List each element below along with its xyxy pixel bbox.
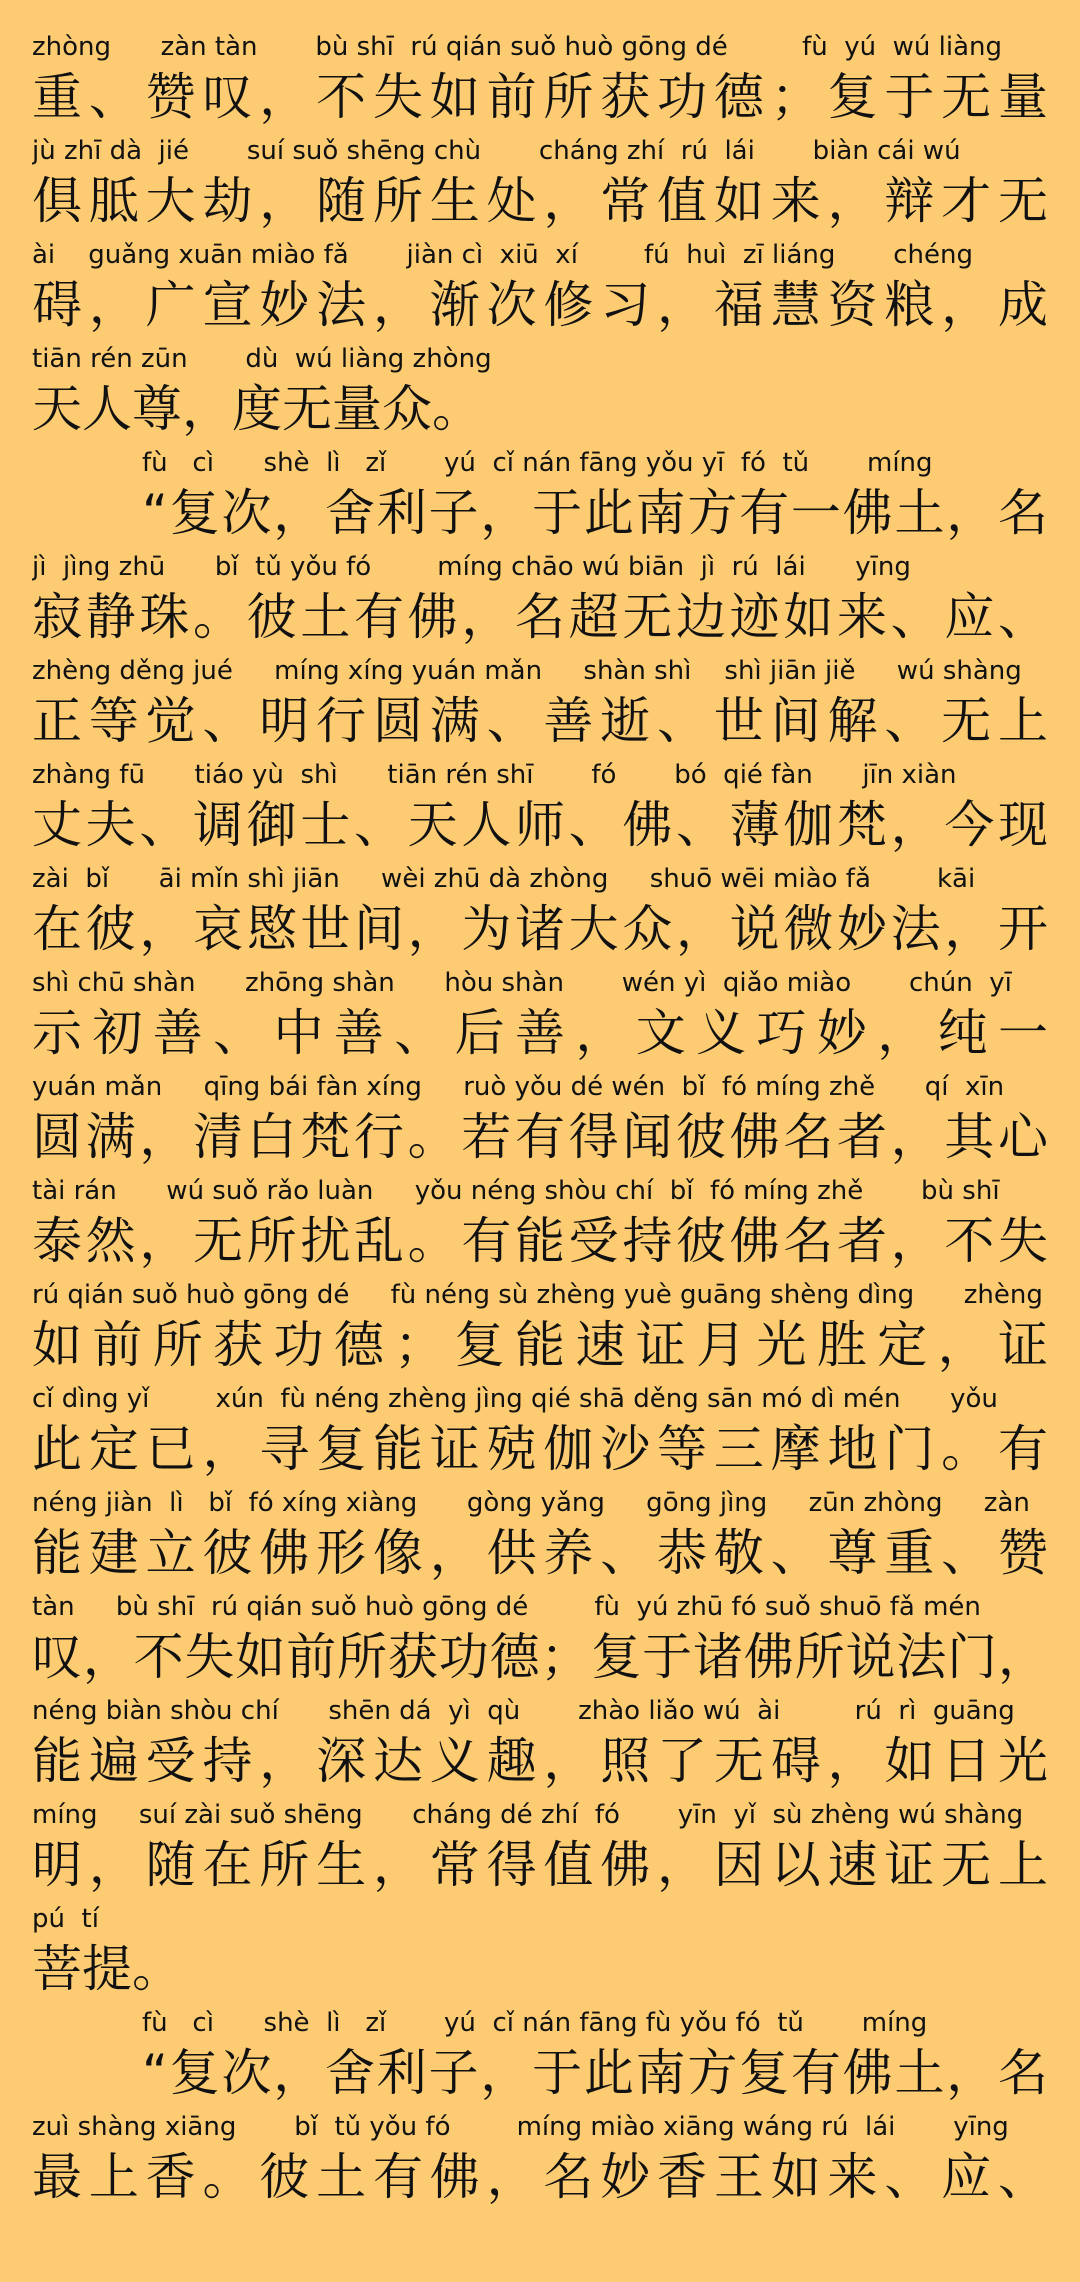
text-line (32, 548, 1048, 652)
pinyin-line: rú qián suǒ huò gōng dé fù néng sù zhèng yuè guāng shèng dìng zhèng (32, 1280, 1043, 1310)
hanzi-line: “复次，舍利子，于此南方有一佛土，名 (142, 484, 1048, 542)
pinyin-line: cǐ dìng yǐ xún fù néng zhèng jìng qié shā děng sān mó dì mén yǒu (32, 1384, 998, 1414)
hanzi-line: 如前所获功德；复能速证月光胜定，证 (32, 1316, 1048, 1374)
text-line (32, 1380, 1048, 1484)
text-line (32, 964, 1048, 1068)
hanzi-line: 示初善、中善、后善，文义巧妙，纯一 (32, 1004, 1048, 1062)
pinyin-line: zhèng děng jué míng xíng yuán mǎn shàn shì shì jiān jiě wú shàng (32, 656, 1022, 686)
text-line (32, 2004, 1048, 2108)
pinyin-line: jì jìng zhū bǐ tǔ yǒu fó míng chāo wú biān jì rú lái yīng (32, 552, 911, 582)
hanzi-line: 叹，不失如前所获功德；复于诸佛所说法门， (32, 1628, 1048, 1686)
hanzi-line: 俱胝大劫，随所生处，常值如来，辩才无 (32, 172, 1048, 230)
text-line (32, 28, 1048, 132)
text-line (32, 652, 1048, 756)
hanzi-line: 天人尊，度无量众。 (32, 380, 482, 438)
hanzi-line: 重、赞叹，不失如前所获功德；复于无量 (32, 68, 1048, 126)
pinyin-line: zhàng fū tiáo yù shì tiān rén shī fó bó qié fàn jīn xiàn (32, 760, 957, 790)
pinyin-line: ài guǎng xuān miào fǎ jiàn cì xiū xí fú huì zī liáng chéng (32, 240, 974, 270)
pinyin-line: tàn bù shī rú qián suǒ huò gōng dé fù yú zhū fó suǒ shuō fǎ mén (32, 1592, 981, 1622)
text-line (32, 1276, 1048, 1380)
hanzi-line: 碍，广宣妙法，渐次修习，福慧资粮，成 (32, 276, 1048, 334)
hanzi-line: 明，随在所生，常得值佛，因以速证无上 (32, 1836, 1048, 1894)
pinyin-line: fù cì shè lì zǐ yú cǐ nán fāng yǒu yī fó tǔ míng (142, 448, 933, 478)
pinyin-line: tiān rén zūn dù wú liàng zhòng (32, 344, 492, 374)
text-line (32, 340, 1048, 444)
hanzi-line: 泰然，无所扰乱。有能受持彼佛名者，不失 (32, 1212, 1048, 1270)
text-line (32, 1900, 1048, 2004)
pinyin-line: zuì shàng xiāng bǐ tǔ yǒu fó míng miào xiāng wáng rú lái yīng (32, 2112, 1009, 2142)
pinyin-line: tài rán wú suǒ rǎo luàn yǒu néng shòu chí bǐ fó míng zhě bù shī (32, 1176, 1000, 1206)
text-line (32, 236, 1048, 340)
text-line (32, 1588, 1048, 1692)
hanzi-line: 在彼，哀愍世间，为诸大众，说微妙法，开 (32, 900, 1048, 958)
hanzi-line: 正等觉、明行圆满、善逝、世间解、无上 (32, 692, 1048, 750)
text-line (32, 1692, 1048, 1796)
hanzi-line: 寂静珠。彼土有佛，名超无边迹如来、应、 (32, 588, 1048, 646)
pinyin-line: néng biàn shòu chí shēn dá yì qù zhào liǎo wú ài rú rì guāng (32, 1696, 1015, 1726)
text-line (32, 132, 1048, 236)
pinyin-line: jù zhī dà jié suí suǒ shēng chù cháng zhí rú lái biàn cái wú (32, 136, 961, 166)
hanzi-line: 最上香。彼土有佛，名妙香王如来、应、 (32, 2148, 1048, 2206)
pinyin-line: míng suí zài suǒ shēng cháng dé zhí fó yīn yǐ sù zhèng wú shàng (32, 1800, 1024, 1830)
text-line (32, 1484, 1048, 1588)
pinyin-line: fù cì shè lì zǐ yú cǐ nán fāng fù yǒu fó tǔ míng (142, 2008, 928, 2038)
text-line (32, 756, 1048, 860)
text-line (32, 1172, 1048, 1276)
pinyin-line: shì chū shàn zhōng shàn hòu shàn wén yì qiǎo miào chún yī (32, 968, 1012, 998)
hanzi-line: “复次，舍利子，于此南方复有佛土，名 (142, 2044, 1048, 2102)
text-line (32, 1796, 1048, 1900)
text-line (32, 1068, 1048, 1172)
hanzi-line: 能建立彼佛形像，供养、恭敬、尊重、赞 (32, 1524, 1048, 1582)
hanzi-line: 丈夫、调御士、天人师、佛、薄伽梵，今现 (32, 796, 1048, 854)
hanzi-line: 菩提。 (32, 1940, 182, 1998)
text-line (32, 444, 1048, 548)
pinyin-line: yuán mǎn qīng bái fàn xíng ruò yǒu dé wén bǐ fó míng zhě qí xīn (32, 1072, 1005, 1102)
pinyin-line: zài bǐ āi mǐn shì jiān wèi zhū dà zhòng shuō wēi miào fǎ kāi (32, 864, 976, 894)
text-line (32, 2108, 1048, 2212)
hanzi-line: 此定已，寻复能证殑伽沙等三摩地门。有 (32, 1420, 1048, 1478)
text-line (32, 860, 1048, 964)
hanzi-line: 圆满，清白梵行。若有得闻彼佛名者，其心 (32, 1108, 1048, 1166)
hanzi-line: 能遍受持，深达义趣，照了无碍，如日光 (32, 1732, 1048, 1790)
pinyin-line: néng jiàn lì bǐ fó xíng xiàng gòng yǎng gōng jìng zūn zhòng zàn (32, 1488, 1030, 1518)
pinyin-line: pú tí (32, 1904, 99, 1934)
pinyin-line: zhòng zàn tàn bù shī rú qián suǒ huò gōng dé fù yú wú liàng (32, 32, 1003, 62)
